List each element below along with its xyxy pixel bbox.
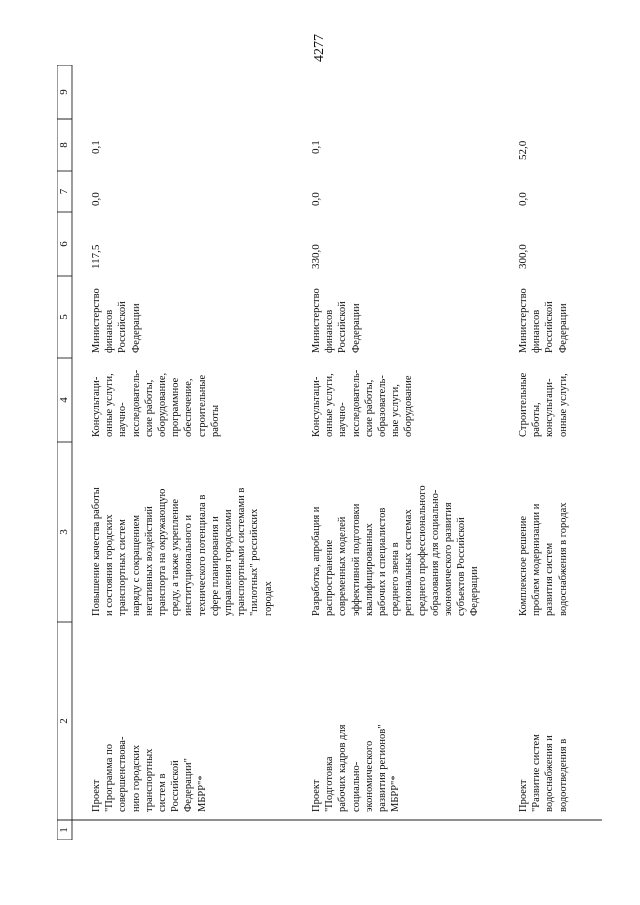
header-col-6: 6 [58, 241, 70, 247]
row1-executor: Министерство финансов Российской Федерации [91, 288, 142, 353]
row1-project-goal: Повышение качества работы и состояния городских транспортных систем наряду с сокращением негативных воздействий транспорта на окружающую среду, а также укрепление институционального и технического потенциала в сфере планирования и управления городскими транспортными системами в "пилотных" российских городах [91, 487, 274, 616]
row3-executor: Министерство финансов Российской Федерации [518, 288, 569, 353]
header-col-7: 7 [58, 188, 70, 195]
row2-project-goal: Разработка, апробация и распространение современных моделей эффективной подготовки квалифицированных рабочих и специалистов среднего звена в региональных системах среднего профессионального образования для социально- экономического развития субъектов Российской Федерации [311, 485, 481, 616]
row1-col8-value: 0,1 [90, 140, 102, 154]
row3-col8-value: 52,0 [517, 140, 529, 160]
row2-col6-value: 330,0 [310, 244, 322, 269]
header-col-1: 1 [58, 827, 70, 833]
row1-col6-value: 117,5 [90, 244, 102, 269]
row3-col6-value: 300,0 [517, 244, 529, 269]
row2-project-name: Проект "Подготовка рабочих кадров для социально- экономического развития регионов" МБРР"* [311, 724, 402, 812]
header-col-3: 3 [58, 529, 70, 535]
row3-project-name: Проект "Развитие систем водоснабжения и водоотведения в [518, 734, 569, 812]
header-col-4: 4 [58, 397, 70, 403]
row1-project-name: Проект "Программа по совершенствова- нию городских транспортных систем в Российской Федерации" МБРР"* [91, 736, 208, 812]
header-col-2: 2 [58, 718, 70, 724]
row2-executor: Министерство финансов Российской Федерации [311, 288, 362, 353]
row3-activity-types: Строительные работы, консультаци- онные услуги, [518, 372, 569, 437]
row2-col7-value: 0,0 [310, 192, 322, 206]
row1-col7-value: 0,0 [90, 192, 102, 206]
row3-col7-value: 0,0 [517, 192, 529, 206]
header-col-8: 8 [58, 142, 70, 148]
page-number: 4277 [312, 34, 327, 62]
header-col-5: 5 [58, 314, 70, 320]
header-col-9: 9 [58, 89, 70, 95]
row3-project-goal: Комплексное решение проблем модернизации и развития систем водоснабжения в городах [518, 502, 569, 616]
row2-activity-types: Консультаци- онные услуги, научно- исследователь- ские работы, образователь- ные услуги, оборудование [311, 369, 415, 437]
row1-activity-types: Консультаци- онные услуги, научно- исследователь- ские работы, оборудование, программное обеспечение, строительные работы [91, 369, 221, 437]
row2-col8-value: 0,1 [310, 140, 322, 154]
rotated-table [57, 65, 602, 840]
